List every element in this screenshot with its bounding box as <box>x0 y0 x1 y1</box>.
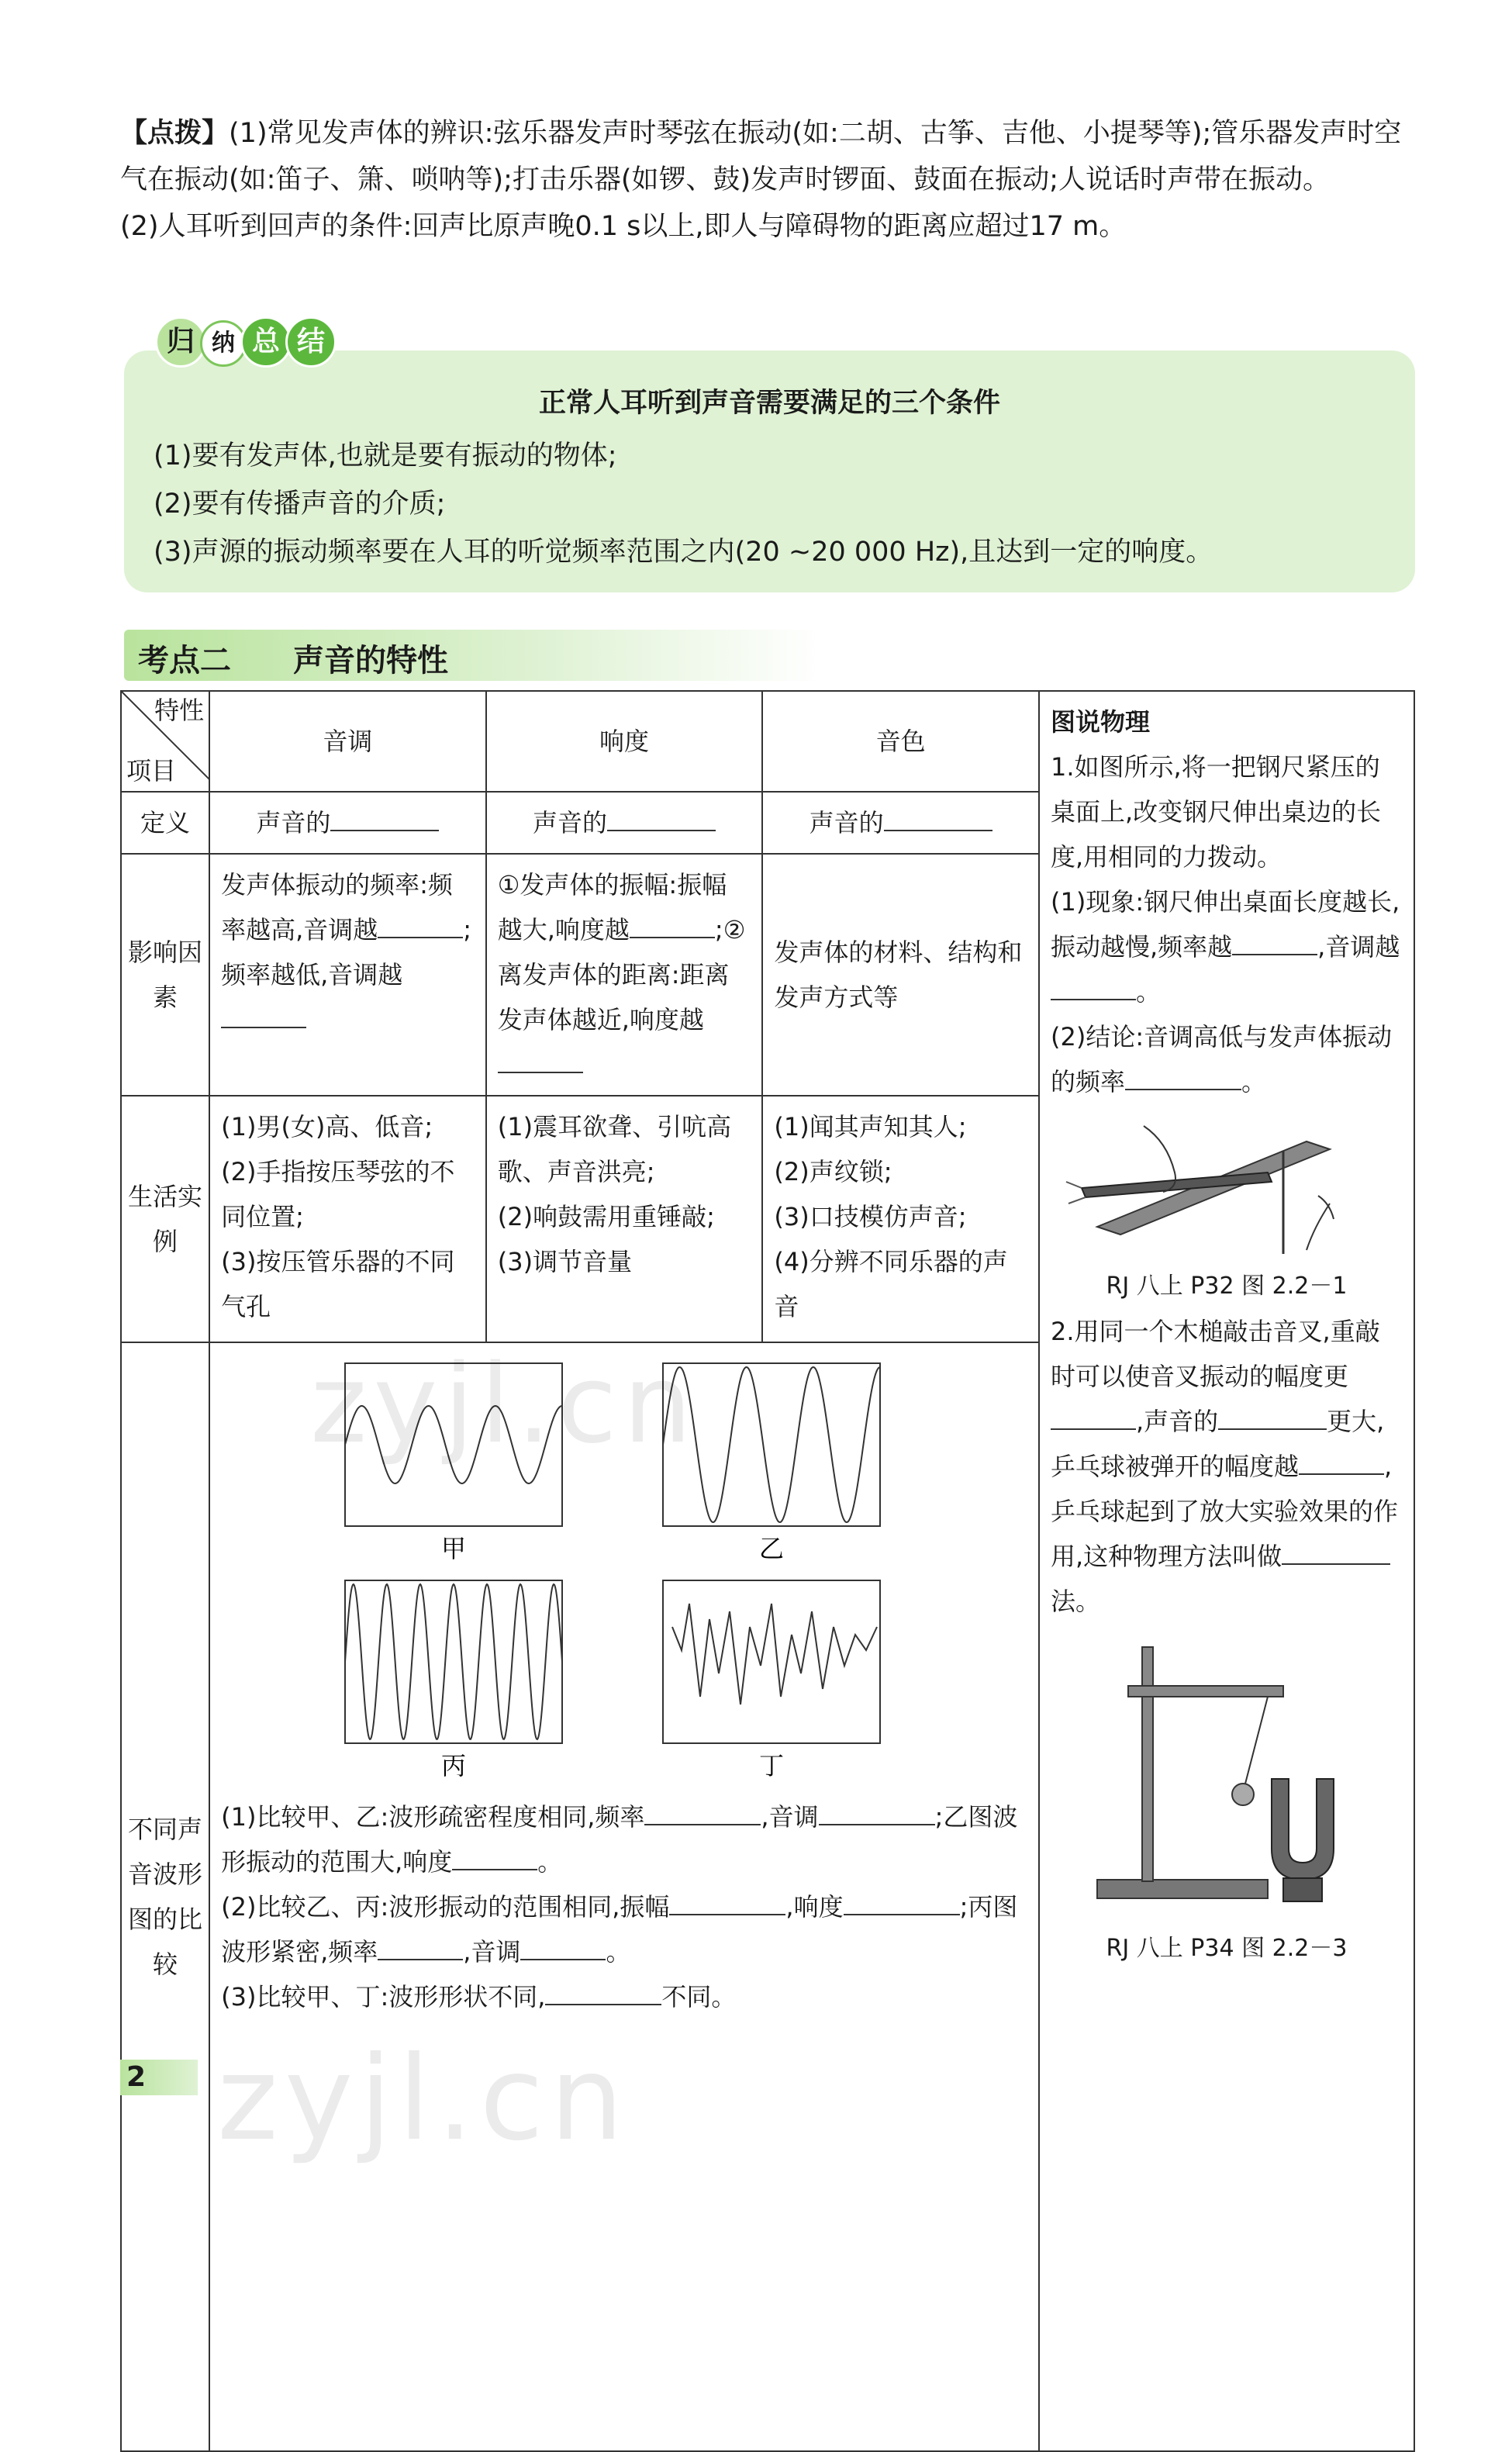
figure-caption-2: RJ 八上 P34 图 2.2－3 <box>1106 1935 1348 1962</box>
definition-timbre <box>762 792 1039 854</box>
list-item: (2)响鼓需用重锤敲; <box>497 1202 715 1231</box>
fork-base <box>1283 1878 1322 1901</box>
side-p2b: ,声音的 <box>1135 1407 1219 1436</box>
side-p1b: ,音调越 <box>1317 932 1400 962</box>
q-text: ,音调 <box>463 1937 521 1967</box>
cell-text: ;②离发声体的距离:距离发声体越近,响度越 <box>497 915 746 1034</box>
factors-loudness <box>486 854 763 1096</box>
section-title: 声音的特性 <box>293 643 448 679</box>
figure-caption-1: RJ 八上 P32 图 2.2－1 <box>1106 1273 1348 1300</box>
side-p1-conclusion <box>1051 1014 1403 1104</box>
examples-timbre <box>762 1096 1039 1342</box>
summary-title: 正常人耳听到声音需要满足的三个条件 <box>538 388 1000 419</box>
examples-pitch <box>209 1096 486 1342</box>
waves-cell <box>209 1342 1039 2451</box>
ruler-illustration <box>1051 1110 1369 1258</box>
waveform-bing <box>345 1580 562 1780</box>
summary-badge <box>155 316 330 372</box>
blank <box>452 1839 537 1870</box>
cell-text: 声音的 <box>256 808 331 837</box>
factors-timbre: 发声体的材料、结构和发声方式等 <box>762 854 1039 1096</box>
definition-loudness <box>486 792 763 854</box>
header-timbre: 音色 <box>762 691 1039 792</box>
list-item: (2)声纹锁; <box>774 1157 892 1186</box>
side-p1-phenomenon <box>1051 879 1403 1014</box>
row-label-factors: 影响因素 <box>121 854 209 1096</box>
q-text: 。 <box>606 1937 631 1967</box>
list-item: (3)调节音量 <box>497 1247 633 1276</box>
wave-question-1 <box>221 1794 1027 1884</box>
side-p2 <box>1051 1309 1403 1624</box>
side-p2d: ,乒乓球起到了放大实验效果的作用,这种物理方法叫做 <box>1050 1452 1398 1571</box>
stand-pole <box>1142 1647 1153 1881</box>
badge-char-3: 总 <box>240 316 292 368</box>
cell-text: ①发声体的振幅:振幅越大,响度越 <box>497 870 727 945</box>
caption-bing: 丙 <box>441 1751 467 1780</box>
blank <box>378 1929 463 1960</box>
row-label-definition: 定义 <box>121 792 209 854</box>
q-text: ,响度 <box>785 1892 844 1922</box>
blank <box>545 1974 661 2005</box>
summary-item-2: (2)要有传播声音的介质; <box>154 489 446 520</box>
tip-paragraph-2: (2)人耳听到回声的条件:回声比原声晚0.1 s以上,即人与障碍物的距离应超过17 m。 <box>120 211 1127 242</box>
header-pitch: 音调 <box>209 691 486 792</box>
side-p2a: 2.用同一个木槌敲击音叉,重敲时可以使音叉振动的幅度更 <box>1050 1317 1380 1391</box>
blank <box>1051 969 1136 1000</box>
cell-text: 发声体振动的频率:频率越高,音调越 <box>221 870 453 945</box>
summary-item-1: (1)要有发声体,也就是要有振动的物体; <box>154 440 617 471</box>
blank <box>378 907 463 938</box>
side-p2c: 更大,乒乓球被弹开的幅度越 <box>1050 1407 1385 1481</box>
q-text: ;乙图波形振动的范围大,响度 <box>221 1802 1018 1877</box>
q-text: (2)比较乙、丙:波形振动的范围相同,振幅 <box>221 1892 670 1922</box>
stand-base <box>1097 1880 1268 1898</box>
q-text: ,音调 <box>761 1802 819 1832</box>
badge-char-1: 归 <box>155 316 206 368</box>
blank <box>1282 1534 1390 1565</box>
definition-pitch <box>209 792 486 854</box>
waveform-ding <box>663 1580 880 1780</box>
blank <box>607 800 716 831</box>
blank <box>1051 1399 1136 1430</box>
blank <box>844 1884 960 1915</box>
tuning-fork-illustration <box>1051 1632 1369 1918</box>
blank <box>330 800 439 831</box>
q-text: ;丙图波形紧密,频率 <box>221 1892 1018 1967</box>
hand-pluck <box>1307 1196 1334 1250</box>
section-header <box>124 630 822 681</box>
cell-text: 声音的 <box>533 808 608 837</box>
factors-pitch <box>209 854 486 1096</box>
list-item: (1)闻其声知其人; <box>774 1112 967 1141</box>
badge-char-2: 纳 <box>200 320 247 367</box>
wave-question-2 <box>221 1884 1027 1974</box>
side-p1c: (2)结论:音调高低与发声体振动的频率 <box>1050 1022 1393 1096</box>
blank <box>644 1794 761 1825</box>
blank <box>819 1794 935 1825</box>
watermark: zyjl.cn <box>310 1342 699 1468</box>
summary-item-3: (3)声源的振动频率要在人耳的听觉频率范围之内(20 ~20 000 Hz),且达到一定的响度。 <box>154 537 1213 568</box>
ball-string <box>1244 1697 1268 1787</box>
caption-ding: 丁 <box>759 1751 785 1780</box>
blank <box>1125 1059 1241 1090</box>
watermark-bottom: zyjl.cn <box>217 2032 630 2167</box>
side-p1a: (1)现象:钢尺伸出桌面长度越长,振动越慢,频率越 <box>1050 887 1400 962</box>
list-item: (3)口技模仿声音; <box>774 1202 967 1231</box>
period: 。 <box>1241 1067 1267 1096</box>
tip-label: 【点拨】 <box>120 118 230 149</box>
side-title: 图说物理 <box>1050 707 1150 737</box>
period: 。 <box>1135 977 1161 1007</box>
badge-char-4: 结 <box>285 316 337 368</box>
tip-text-1: (1)常见发声体的辨识:弦乐器发声时琴弦在振动(如:二胡、古筝、吉他、小提琴等);管乐器发声时空气在振动(如:笛子、箫、唢呐等);打击乐器(如锣、鼓)发声时锣面、鼓面在振动;人说话时声带在振动。 <box>120 118 1402 195</box>
list-item: (3)按压管乐器的不同气孔 <box>221 1247 455 1321</box>
blank <box>884 800 992 831</box>
blank <box>1232 924 1317 955</box>
blank <box>1299 1444 1384 1475</box>
ruler-vibration <box>1066 1182 1086 1204</box>
cell-text: ;频率越低,音调越 <box>221 915 472 989</box>
side-p2e: 法。 <box>1050 1587 1100 1616</box>
corner-bottom-label: 项目 <box>126 756 177 786</box>
page-number: 2 <box>126 2061 147 2093</box>
blank <box>630 907 715 938</box>
q-text: (3)比较甲、丁:波形形状不同, <box>221 1982 546 2012</box>
caption-yi: 乙 <box>759 1534 785 1563</box>
properties-table <box>120 690 1415 2452</box>
ping-pong-ball <box>1232 1784 1254 1805</box>
section-number: 考点二 <box>138 643 231 679</box>
row-label-examples: 生活实例 <box>121 1096 209 1342</box>
list-item: (1)震耳欲聋、引吭高歌、声音洪亮; <box>497 1112 732 1186</box>
q-text: 。 <box>537 1847 563 1877</box>
side-p1: 1.如图所示,将一把钢尺紧压的桌面上,改变钢尺伸出桌边的长度,用相同的力拨动。 <box>1050 752 1382 872</box>
tip-block <box>120 110 1423 250</box>
blank <box>221 997 306 1028</box>
list-item: (4)分辨不同乐器的声音 <box>774 1247 1008 1321</box>
tip-paragraph-1 <box>120 110 1423 203</box>
table-corner <box>121 691 209 792</box>
caption-jia: 甲 <box>441 1534 467 1563</box>
blank <box>498 1042 583 1073</box>
q-text: 不同。 <box>661 1982 737 2012</box>
blank <box>1218 1399 1327 1430</box>
header-loudness: 响度 <box>486 691 763 792</box>
tuning-fork <box>1272 1779 1334 1880</box>
blank <box>669 1884 785 1915</box>
row-label-waves: 不同声音波形图的比较 <box>121 1342 209 2451</box>
list-item: (2)手指按压琴弦的不同位置; <box>221 1157 455 1231</box>
q-text: (1)比较甲、乙:波形疏密程度相同,频率 <box>221 1802 645 1832</box>
side-panel <box>1039 691 1414 2451</box>
cell-text: 声音的 <box>809 808 884 837</box>
stand-arm <box>1128 1686 1283 1697</box>
corner-top-label: 特性 <box>154 696 205 725</box>
wave-question-3 <box>221 1974 1027 2019</box>
list-item: (1)男(女)高、低音; <box>221 1112 433 1141</box>
examples-loudness <box>486 1096 763 1342</box>
blank <box>520 1929 606 1960</box>
